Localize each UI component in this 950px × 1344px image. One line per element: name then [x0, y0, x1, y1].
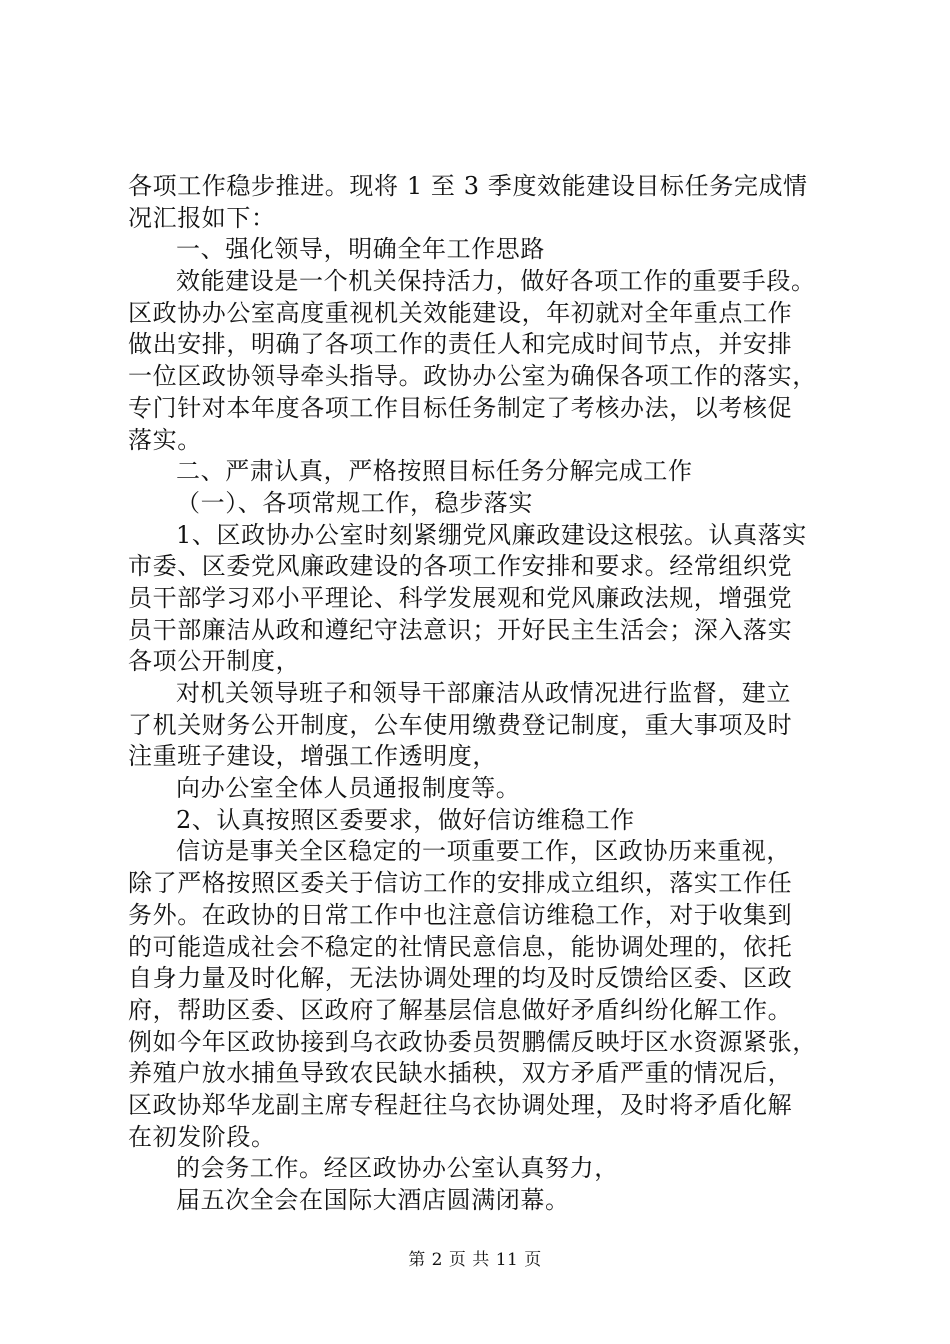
text-line: 的会务工作。经区政协办公室认真努力，: [176, 1154, 619, 1183]
text-line: 例如今年区政协接到乌衣政协委员贺鹏儒反映圩区水资源紧张，: [128, 1027, 817, 1056]
text-line: 1、区政协办公室时刻紧绷党风廉政建设这根弦。认真落实: [176, 520, 807, 549]
text-line: 区政协郑华龙副主席专程赶往乌衣协调处理，及时将矛盾化解: [128, 1090, 793, 1119]
text-line: 专门针对本年度各项工作目标任务制定了考核办法，以考核促: [128, 393, 793, 422]
text-line: 了机关财务公开制度，公车使用缴费登记制度，重大事项及时: [128, 710, 793, 739]
text-line: 做出安排，明确了各项工作的责任人和完成时间节点，并安排: [128, 330, 793, 359]
text-line: 一、强化领导，明确全年工作思路: [176, 235, 545, 264]
text-line: 信访是事关全区稳定的一项重要工作，区政协历来重视，: [176, 837, 791, 866]
text-line: 各项工作稳步推进。现将 1 至 3 季度效能建设目标任务完成情: [128, 172, 808, 200]
text-line: 对机关领导班子和领导干部廉洁从政情况进行监督，建立: [176, 679, 791, 707]
text-line: 的可能造成社会不稳定的社情民意信息，能协调处理的，依托: [128, 932, 793, 961]
text-line: 各项公开制度，: [128, 647, 301, 676]
text-line: 二、严肃认真，严格按照目标任务分解完成工作: [176, 457, 693, 486]
text-line: 自身力量及时化解，无法协调处理的均及时反馈给区委、区政: [128, 964, 793, 993]
text-line: 区政协办公室高度重视机关效能建设，年初就对全年重点工作: [128, 298, 793, 327]
text-line: 除了严格按照区委关于信访工作的安排成立组织，落实工作任: [128, 869, 793, 898]
text-line: 落实。: [128, 425, 202, 454]
text-line: 养殖户放水捕鱼导致农民缺水插秧，双方矛盾严重的情况后，: [128, 1059, 793, 1088]
document-body: [128, 171, 848, 1217]
text-line: 2、认真按照区委要求，做好信访维稳工作: [176, 805, 635, 834]
text-line: 一位区政协领导牵头指导。政协办公室为确保各项工作的落实，: [128, 362, 817, 391]
page-footer: 第 2 页 共 11 页: [408, 1250, 542, 1270]
text-line: 向办公室全体人员通报制度等。: [176, 774, 521, 803]
text-line: 效能建设是一个机关保持活力，做好各项工作的重要手段。: [176, 267, 816, 296]
text-line: 市委、区委党风廉政建设的各项工作安排和要求。经常组织党: [128, 552, 793, 581]
text-line: 在初发阶段。: [128, 1122, 276, 1151]
text-line: （一）、各项常规工作，稳步落实: [176, 488, 533, 517]
text-line: 况汇报如下：: [128, 203, 276, 232]
text-line: 注重班子建设，增强工作透明度，: [128, 742, 497, 771]
text-line: 府，帮助区委、区政府了解基层信息做好矛盾纠纷化解工作。: [128, 995, 793, 1024]
text-line: 务外。在政协的日常工作中也注意信访维稳工作，对于收集到: [128, 900, 793, 929]
text-line: 员干部学习邓小平理论、科学发展观和党风廉政法规，增强党: [128, 583, 793, 612]
text-line: 员干部廉洁从政和遵纪守法意识；开好民主生活会；深入落实: [128, 615, 793, 644]
text-line: 届五次全会在国际大酒店圆满闭幕。: [176, 1186, 570, 1214]
